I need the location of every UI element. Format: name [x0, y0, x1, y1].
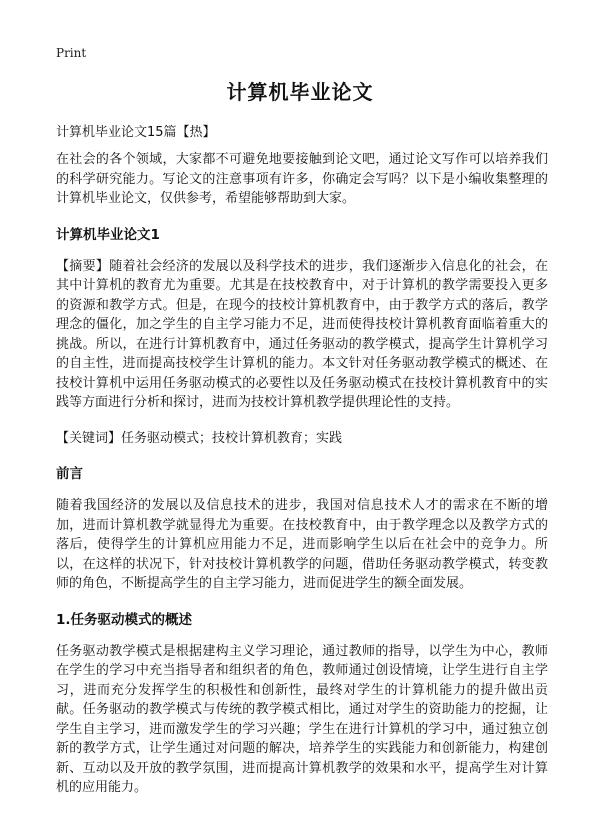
section1-heading: 计算机毕业论文1 — [56, 226, 160, 243]
print-link[interactable]: Print — [56, 46, 87, 60]
section2-paragraph: 任务驱动教学模式是根据建构主义学习理论，通过教师的指导，以学生为中心，教师在学生的学习中充当指导者和组织者的角色，教师通过创设情境，让学生进行自主学习，进而充分发挥学生的积极性和创新性，最终对学生的计算机能力的提升做出贡献。任务驱动的教学模式与传统的教学模式相比，通过对学生的资助能力的挖掘，让学生自主学习，进而激发学生的学习兴趣；学生在进行计算机的学习中，通过独立创新的教学方式，让学生通过对问题的解决，培养学生的实践能力和创新能力，构建创新、互动以及开放的教学氛围，进而提高计算机教学的效果和水平，提高学生对计算机的应用能力。 — [56, 643, 548, 795]
intro-paragraph: 在社会的各个领域，大家都不可避免地要接触到论文吧，通过论文写作可以培养我们的科学研究能力。写论文的注意事项有许多，你确定会写吗？以下是小编收集整理的计算机毕业论文，仅供参考，希望能够帮助到大家。 — [56, 152, 548, 206]
preface-heading: 前言 — [56, 466, 83, 482]
keywords-text: 任务驱动模式；技校计算机教育；实践 — [121, 430, 343, 446]
abstract-text: 随着社会经济的发展以及科学技术的进步，我们逐渐步入信息化的社会，在其中计算机的教育尤为重要。尤其是在技校教育中，对于计算机的教学需要投入更多的资源和教学方式。但是，在现今的技校计算机教育中，由于教学方式的落后，教学理念的僵化，加之学生的自主学习能力不足，进而使得技校计算机教育面临着重大的挑战。所以，在进行计算机教育中，通过任务驱动的教学模式，提高学生计算机学习的自主性，进而提高技校学生计算机的能力。本文针对任务驱动教学模式的概述、在技校计算机中运用任务驱动模式的必要性以及任务驱动模式在技校计算机教育中的实践等方面进行分析和探讨，进而为技校计算机教学提供理论性的支持。 — [56, 258, 548, 410]
keywords-tag: 【关键词】 — [56, 430, 122, 446]
page-title: 计算机毕业论文 — [226, 80, 374, 104]
preface-paragraph: 随着我国经济的发展以及信息技术的进步，我国对信息技术人才的需求在不断的增加，进而计算机教学就显得尤为重要。在技校教育中，由于教学理念以及教学方式的落后，使得学生的计算机应用能力不足，进而影响学生以后在社会中的竞争力。所以，在这样的状况下，针对技校计算机教学的问题，借助任务驱动教学模式，转变教师的角色，不断提高学生的自主学习能力，进而促进学生的额全面发展。 — [56, 498, 548, 591]
keywords-paragraph — [56, 429, 548, 449]
document-subtitle: 计算机毕业论文15篇【热】 — [56, 125, 216, 140]
abstract-tag: 【摘要】 — [56, 258, 110, 274]
section2-heading: 1.任务驱动模式的概述 — [56, 611, 193, 628]
abstract-paragraph — [56, 257, 548, 413]
document-body — [56, 150, 548, 798]
